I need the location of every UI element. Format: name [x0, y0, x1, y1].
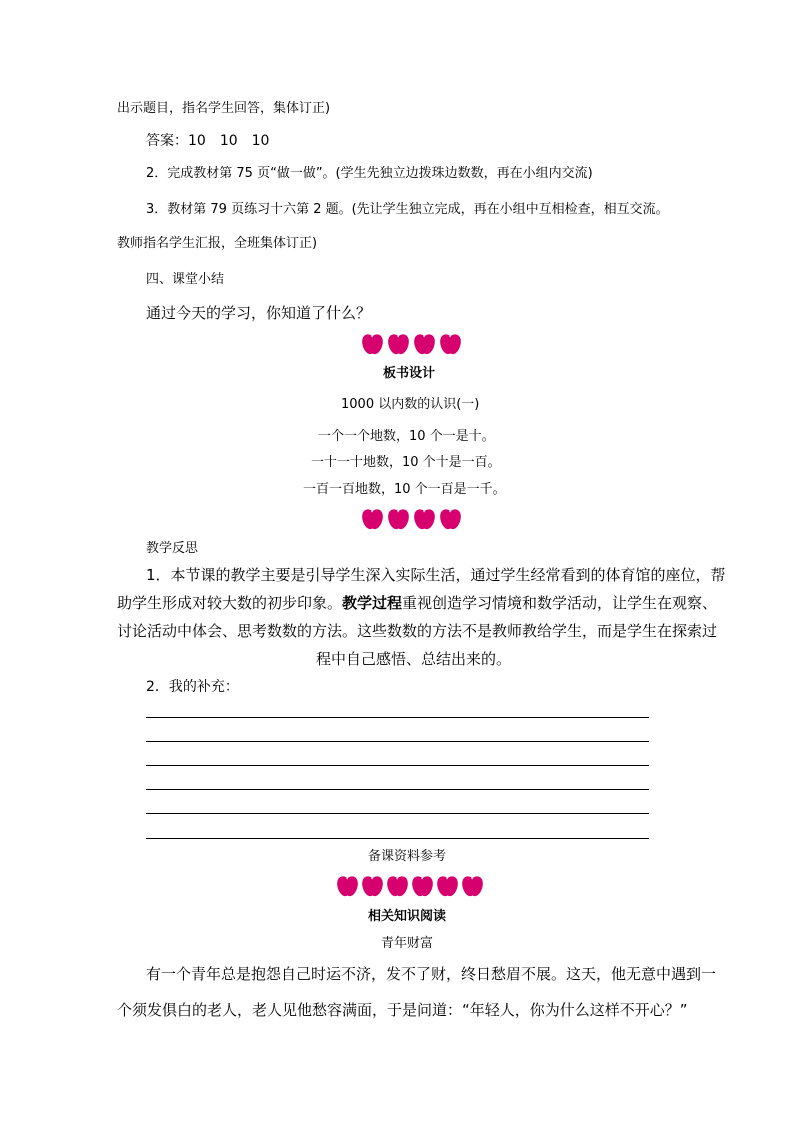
- apple-icon: [410, 873, 435, 898]
- supplement-label: 2．我的补充：: [146, 679, 239, 695]
- task-3: 3．教材第 79 页练习十六第 2 题。(先让学生独立完成，再在小组中互相检查，相互交流。: [146, 202, 669, 217]
- apple-icon: [435, 873, 460, 898]
- task-2: 2．完成教材第 75 页“做一做”。(学生先独立边拨珠边数数，再在小组内交流): [146, 166, 593, 181]
- apple-icon: [386, 331, 411, 356]
- reading-heading: 相关知识阅读: [368, 909, 447, 924]
- apple-icon: [360, 331, 385, 356]
- board-heading: 板书设计: [383, 366, 436, 381]
- apple-icon: [438, 506, 463, 531]
- writing-line: [146, 838, 649, 839]
- story-paragraph: 个须发俱白的老人，老人见他愁容满面，于是问道：“年轻人，你为什么这样不开心？”: [117, 1001, 688, 1019]
- story-paragraph: 有一个青年总是抱怨自己时运不济，发不了财，终日愁眉不展。这天，他无意中遇到一: [146, 965, 717, 983]
- apple-divider: [360, 506, 462, 532]
- writing-line: [146, 789, 649, 790]
- reference-heading: 备课资料参考: [368, 849, 447, 864]
- reflection-line: 程中自己感悟、总结出来的。: [316, 650, 512, 668]
- board-row: 一十一十地数，10 个十是一百。: [311, 455, 501, 470]
- board-row: 一个一个地数，10 个一是十。: [318, 429, 495, 444]
- apple-icon: [386, 506, 411, 531]
- section-heading: 四、课堂小结: [146, 272, 225, 287]
- apple-icon: [335, 873, 360, 898]
- apple-icon: [412, 506, 437, 531]
- summary-question: 通过今天的学习，你知道了什么？: [146, 304, 372, 322]
- writing-line: [146, 741, 649, 742]
- writing-line: [146, 765, 649, 766]
- apple-icon: [460, 873, 485, 898]
- text-line: 教师指名学生汇报，全班集体订正): [117, 236, 318, 251]
- answer-line: 答案：10 10 10: [146, 133, 270, 149]
- apple-divider: [335, 873, 487, 899]
- apple-icon: [412, 331, 437, 356]
- apple-icon: [438, 331, 463, 356]
- reflection-line: [117, 596, 717, 611]
- reflection-heading: 教学反思: [146, 541, 199, 556]
- apple-divider: [360, 331, 462, 357]
- apple-icon: [360, 873, 385, 898]
- board-row: 一百一百地数，10 个一百是一千。: [303, 482, 506, 497]
- story-title: 青年财富: [381, 936, 434, 951]
- writing-line: [146, 813, 649, 814]
- reflection-text: 助学生形成对较大数的初步印象。: [117, 594, 343, 612]
- reflection-text: 重视创造学习情境和数学活动，让学生在观察、: [402, 594, 718, 612]
- board-title: 1000 以内数的认识(一): [341, 397, 480, 412]
- reflection-bold: 教学过程: [342, 594, 403, 612]
- apple-icon: [360, 506, 385, 531]
- reflection-line: 讨论活动中体会、思考数数的方法。这些数数的方法不是教师教给学生，而是学生在探索过: [117, 622, 718, 640]
- text-line: 出示题目，指名学生回答，集体订正): [117, 101, 331, 116]
- reflection-line: 1．本节课的教学主要是引导学生深入实际生活，通过学生经常看到的体育馆的座位，帮: [146, 566, 726, 584]
- writing-line: [146, 717, 649, 718]
- apple-icon: [385, 873, 410, 898]
